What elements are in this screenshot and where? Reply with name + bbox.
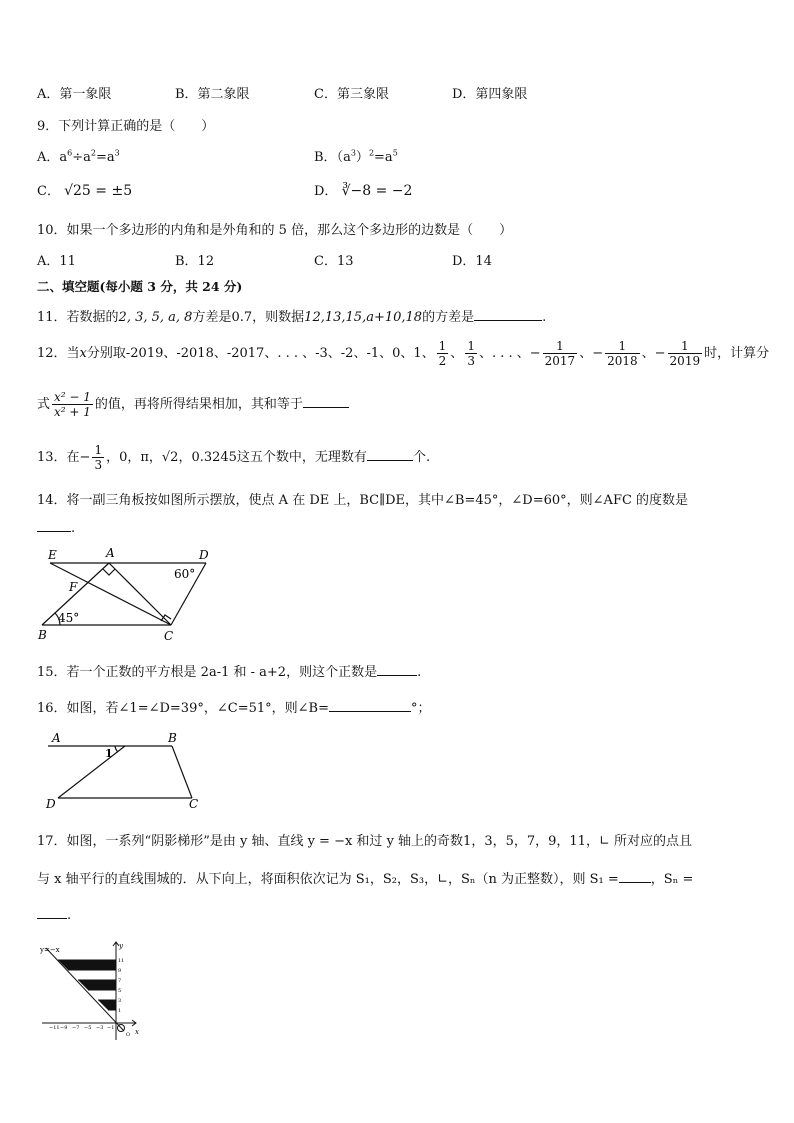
answer-blank <box>377 663 417 676</box>
q17-line2: 与 x 轴平行的直线围城的．从下向上，将面积依次记为 S₁，S₂，S₃，∟，Sₙ（n 为正整数），则 S₁ = ，Sₙ = <box>37 872 694 887</box>
q10-option-d: D．14 <box>452 254 492 269</box>
y-tick: 7 <box>118 978 122 984</box>
x-tick: −1 <box>107 1025 115 1031</box>
label-b: B <box>168 731 177 745</box>
answer-blank <box>37 906 67 919</box>
x-tick: −5 <box>84 1025 92 1031</box>
x-tick: −3 <box>96 1025 104 1031</box>
q12-line2: 式 $\frac{\text{x² − 1}}{\text{x² + 1}}$ 的值，再将所得结果相加，其和等于 <box>37 390 349 419</box>
y-tick: 9 <box>118 968 122 974</box>
q15: 15．若一个正数的平方根是 2a-1 和 - a+2，则这个正数是 . <box>37 665 422 680</box>
fig16-trapezoid <box>42 728 212 810</box>
x-tick: −9 <box>60 1025 68 1031</box>
q12-line1: 12．当x分别取-2019、-2018、-2017、. . . 、-3、-2、-1、0、1、 $\frac{1}{2}$ 、 $\frac{1}{3}$ 、. . . 、− $\frac{1}{2017}$ 、− $\frac{1}{2018}$ 、− $\frac{1}{2019}$ 时，计算分 <box>37 339 770 368</box>
fig17-shaded-trapezoids <box>36 940 146 1044</box>
angle-d-label: 60° <box>174 567 196 581</box>
y-tick: 11 <box>118 958 125 964</box>
label-d: D <box>46 797 56 810</box>
x-tick: −11 <box>49 1025 60 1031</box>
q16: 16．如图，若∠1=∠D=39°，∠C=51°，则∠B= °； <box>37 701 431 716</box>
x-tick: −7 <box>72 1025 80 1031</box>
label-e: E <box>48 548 57 562</box>
q9-option-c: C． √25 = ±5 <box>37 183 133 199</box>
q8-option-c: C．第三象限 <box>314 87 389 102</box>
section-title: 二、填空题(每小题 3 分，共 24 分) <box>37 279 243 294</box>
q13: 13．在− $\frac{1}{3}$ ，0，π，√2，0.3245这五个数中，无理数有 个. <box>37 443 431 472</box>
q8-option-a: A．第一象限 <box>37 87 112 102</box>
label-c: C <box>164 629 174 643</box>
label-a: A <box>52 731 61 745</box>
answer-blank <box>37 519 71 532</box>
label-f: F <box>69 580 78 594</box>
label-a: A <box>106 546 115 560</box>
q11: 11．若数据的2, 3, 5, a, 8方差是0.7，则数据12,13,15,a+10,18的方差是 . <box>37 310 547 325</box>
answer-blank <box>474 308 542 321</box>
q8-option-b: B．第二象限 <box>175 87 250 102</box>
label-b: B <box>38 628 47 642</box>
q9-stem: 9．下列计算正确的是（ ） <box>37 119 215 134</box>
q9-option-a: A．$a^6\div a^2=a^3$ <box>37 148 120 165</box>
q10-stem: 10．如果一个多边形的内角和是外角和的 5 倍，那么这个多边形的边数是（ ） <box>37 223 513 238</box>
y-tick: 1 <box>118 1008 122 1014</box>
q17-line3: . <box>37 906 71 923</box>
y-axis-label: y <box>119 942 123 950</box>
y-tick: 5 <box>118 988 122 994</box>
q9-option-b: B．$(a^3)^2=a^5$ <box>314 148 398 165</box>
x-axis-label: x <box>135 1028 139 1036</box>
q14-answer: . <box>37 519 75 536</box>
line-label: y=−x <box>40 946 60 954</box>
q10-option-a: A．11 <box>37 254 76 269</box>
q14-text: 14．将一副三角板按如图所示摆放，使点 A 在 DE 上，BC∥DE，其中∠B=45°，∠D=60°，则∠AFC 的度数是 <box>37 493 689 508</box>
q9-option-d: D． ∛−8 = −2 <box>314 183 413 199</box>
label-d: D <box>199 548 209 562</box>
origin-label: O <box>126 1032 131 1038</box>
angle-1-label: 1 <box>105 747 113 760</box>
answer-blank <box>303 395 349 408</box>
angle-b-label: 45° <box>58 611 80 625</box>
y-tick: 3 <box>118 998 122 1004</box>
fig14-triangles <box>36 543 216 643</box>
q8-option-d: D．第四象限 <box>452 87 528 102</box>
answer-blank <box>329 699 411 712</box>
answer-blank <box>367 448 413 461</box>
label-c: C <box>189 797 199 810</box>
q10-option-c: C．13 <box>314 254 354 269</box>
answer-blank <box>619 870 651 883</box>
q17-line1: 17．如图，一系列“阴影梯形”是由 y 轴、直线 y = −x 和过 y 轴上的奇数1，3，5，7，9，11，∟ 所对应的点且 <box>37 834 692 849</box>
q10-option-b: B．12 <box>175 254 215 269</box>
